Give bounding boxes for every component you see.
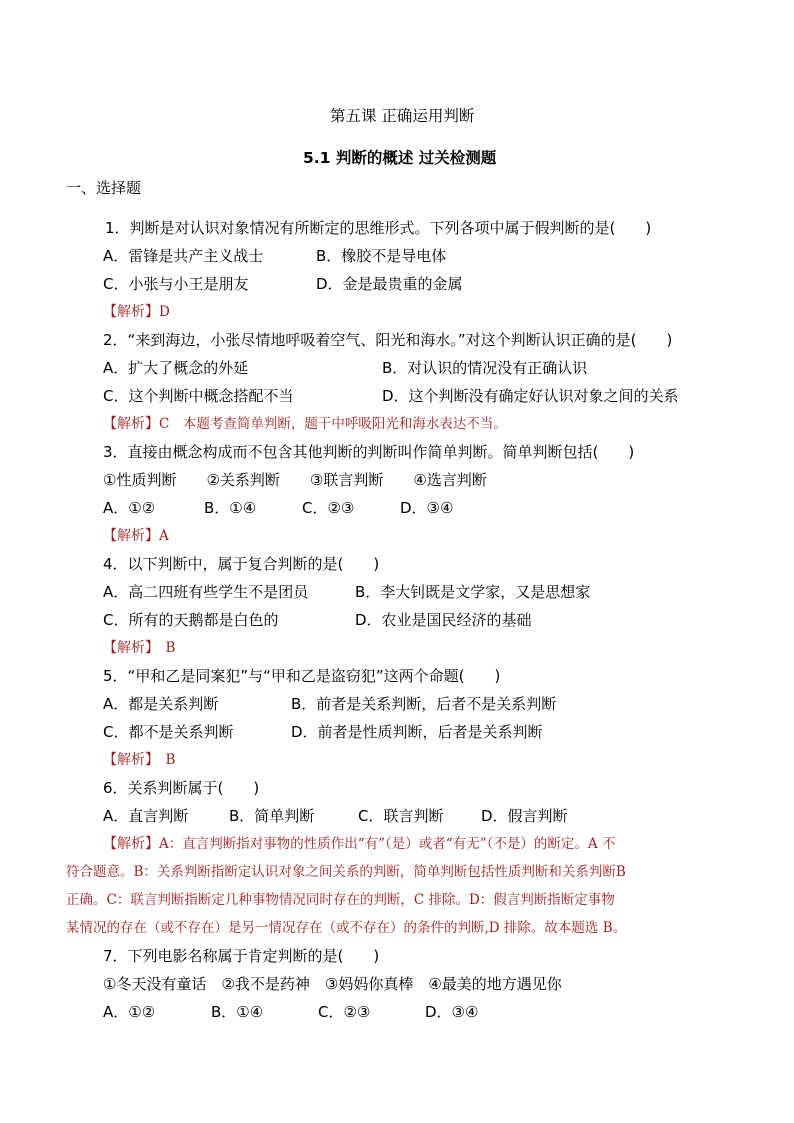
- question-3-option-a: A．①②: [103, 499, 156, 517]
- answer-text: B: [152, 640, 176, 656]
- answer-text: C 本题考查简单判断，题干中呼吸阳光和海水表达不当。: [159, 416, 507, 432]
- question-3-option-d: D．③④: [400, 499, 454, 517]
- section-title: 5.1 判断的概述 过关检测题: [303, 149, 497, 167]
- question-5-option-b: B．前者是关系判断，后者不是关系判断: [291, 695, 557, 713]
- question-6-option-b: B．简单判断: [229, 807, 315, 825]
- question-2-answer: [103, 414, 507, 434]
- answer-text: D: [159, 304, 170, 320]
- question-7-option-d: D．③④: [425, 1003, 479, 1021]
- question-3-stem: 3．直接由概念构成而不包含其他判断的判断叫作简单判断。简单判断包括( ): [103, 443, 635, 461]
- answer-label: 【解析】: [103, 752, 152, 768]
- question-7-option-c: C．②③: [318, 1003, 371, 1021]
- answer-label: 【解析】: [103, 836, 159, 852]
- question-1-stem: 1．判断是对认识对象情况有所断定的思维形式。下列各项中属于假判断的是( ): [105, 219, 652, 237]
- question-7-option-a: A．①②: [103, 1003, 156, 1021]
- question-7-stem: 7．下列电影名称属于肯定判断的是( ): [103, 947, 380, 965]
- question-7-items: ①冬天没有童话 ②我不是药神 ③妈妈你真棒 ④最美的地方遇见你: [103, 975, 562, 993]
- question-5-answer: [103, 750, 175, 770]
- answer-label: 【解析】: [103, 528, 159, 544]
- question-1-option-a: A．雷锋是共产主义战士: [103, 247, 264, 265]
- question-7-option-b: B．①④: [211, 1003, 264, 1021]
- question-2-option-d: D．这个判断没有确定好认识对象之间的关系: [382, 387, 679, 405]
- question-4-answer: [103, 638, 175, 658]
- question-1-option-d: D．金是最贵重的金属: [316, 275, 463, 293]
- question-2-stem: 2．“来到海边，小张尽情地呼吸着空气、阳光和海水。”对这个判断认识正确的是( ): [103, 331, 673, 349]
- answer-label: 【解析】: [103, 416, 159, 432]
- answer-label: 【解析】: [103, 304, 159, 320]
- question-6-answer-line-2: 符合题意。B：关系判断指断定认识对象之间关系的判断，简单判断包括性质判断和关系判断B: [66, 864, 626, 880]
- question-6-option-a: A．直言判断: [103, 807, 189, 825]
- question-3-option-c: C．②③: [302, 499, 355, 517]
- question-6-option-c: C．联言判断: [358, 807, 444, 825]
- question-6-option-d: D．假言判断: [481, 807, 568, 825]
- question-1-answer: [103, 302, 170, 322]
- question-4-option-a: A．高二四班有些学生不是团员: [103, 583, 309, 601]
- question-2-option-c: C．这个判断中概念搭配不当: [103, 387, 294, 405]
- question-6-answer-line-1: [103, 834, 615, 854]
- question-2-option-b: B．对认识的情况没有正确认识: [382, 359, 588, 377]
- answer-text: B: [152, 752, 176, 768]
- question-4-option-c: C．所有的天鹅都是白色的: [103, 611, 279, 629]
- lesson-title: 第五课 正确运用判断: [330, 107, 475, 125]
- question-3-answer: [103, 526, 169, 546]
- question-3-items: ①性质判断 ②关系判断 ③联言判断 ④选言判断: [103, 471, 487, 489]
- answer-label: 【解析】: [103, 640, 152, 656]
- question-4-option-d: D．农业是国民经济的基础: [355, 611, 532, 629]
- question-4-option-b: B．李大钊既是文学家，又是思想家: [355, 583, 591, 601]
- question-5-option-d: D．前者是性质判断，后者是关系判断: [291, 723, 543, 741]
- question-4-stem: 4．以下判断中，属于复合判断的是( ): [103, 555, 380, 573]
- answer-text: A: [159, 528, 169, 544]
- question-3-option-b: B．①④: [204, 499, 257, 517]
- question-6-answer-line-4: 某情况的存在（或不存在）是另一情况存在（或不存在）的条件的判断,D 排除。故本题选 B。: [66, 920, 627, 936]
- question-5-option-c: C．都不是关系判断: [103, 723, 234, 741]
- question-1-option-b: B．橡胶不是导电体: [316, 247, 447, 265]
- question-5-option-a: A．都是关系判断: [103, 695, 219, 713]
- question-6-answer-line-3: 正确。C：联言判断指断定几种事物情况同时存在的判断，C 排除。D：假言判断指断定事物: [66, 892, 615, 908]
- question-5-stem: 5．“甲和乙是同案犯”与“甲和乙是盗窃犯”这两个命题( ): [103, 667, 501, 685]
- question-6-stem: 6．关系判断属于( ): [103, 779, 260, 797]
- answer-text: A：直言判断指对事物的性质作出“有”（是）或者“有无”（不是）的断定。A 不: [159, 836, 616, 852]
- question-1-option-c: C．小张与小王是朋友: [103, 275, 249, 293]
- question-2-option-a: A．扩大了概念的外延: [103, 359, 249, 377]
- part-title: 一、选择题: [66, 179, 142, 197]
